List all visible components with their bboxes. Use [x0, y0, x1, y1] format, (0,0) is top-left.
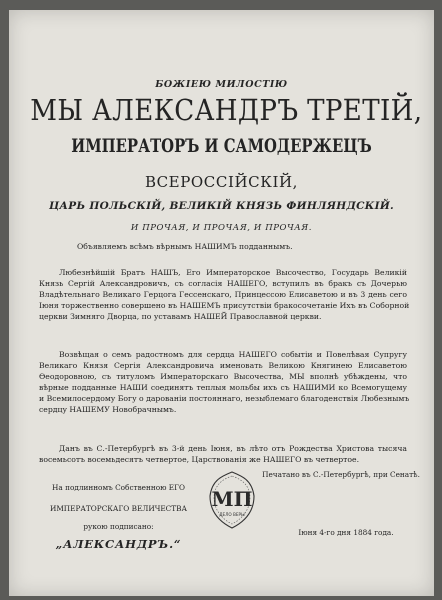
text-line: сердцу НАШЕМУ Новобрачнымъ. [39, 404, 177, 414]
seal-monogram: МП [211, 487, 253, 511]
manifesto-subtitle: ИМПЕРАТОРЪ И САМОДЕРЖЕЦЪ [71, 135, 372, 157]
text-line: церкви Зимняго Дворца, по уставамъ НАШЕЙ Православной церкви. [39, 311, 322, 321]
all-russian-title: ВСЕРОССІЙСКІЙ, [144, 173, 299, 191]
text-line: Любезнѣйшій Братъ НАШЪ, Его Императорское Высочество, Государь Великій [59, 268, 407, 277]
etc-line: И ПРОЧАЯ, И ПРОЧАЯ, И ПРОЧАЯ. [130, 223, 313, 233]
text-line: Іюня торжественно совершено въ НАШЕМЪ присутствіи бракосочетаніе Ихъ въ Соборной [39, 300, 410, 310]
printing-house-seal [206, 470, 258, 530]
text-line: Великаго Князя Сергія Александровича именовать Великою Княгинею Елисаветою [39, 360, 407, 370]
text-line: восемьсотъ восемьдесятъ четвертое, Царствованія же НАШЕГО въ четвертое. [39, 454, 360, 464]
text-line: Объявляемъ всѣмъ вѣрнымъ НАШИМЪ подданнымъ. [77, 242, 293, 251]
signature-name: „АЛЕКСАНДРЪ.“ [55, 537, 182, 551]
text-line: Ѳеодоровною, съ титуломъ Императорскаго Высочества, МЫ вполнѣ убѣждены, что [39, 371, 407, 381]
signature-note-line1: На подлинномъ Собственною ЕГО [52, 483, 185, 492]
king-line: ЦАРЬ ПОЛЬСКІЙ, ВЕЛИКІЙ КНЯЗЬ ФИНЛЯНДСКІЙ. [48, 200, 395, 212]
manifesto-page [9, 10, 434, 596]
paragraph-marriage [39, 268, 410, 323]
printed-at-note: Печатано въ С.-Петербургѣ, при Сенатѣ. [262, 470, 420, 479]
signature-note-line2: ИМПЕРАТОРСКАГО ВЕЛИЧЕСТВА [49, 504, 188, 513]
text-line: Владѣтельнаго Великаго Герцога Гессенскаго, Принцессою Елисаветою и въ 3 день сего [39, 289, 407, 299]
paragraph-announcement [39, 242, 407, 253]
paragraph-proclamation [39, 350, 410, 415]
signature-note-line3: рукою подписано: [83, 522, 154, 531]
seal-caption: ДЕЛО ВЕРЫ [219, 512, 245, 517]
print-date: Іюня 4-го дня 1884 года. [298, 528, 394, 537]
text-line: Данъ въ С.-Петербургѣ въ 3-й день Іюня, въ лѣто отъ Рождества Христова тысяча [59, 444, 407, 453]
text-line: вѣрные подданные НАШИ соединятъ теплыя мольбы ихъ съ НАШИМИ ко Всемогущему [39, 382, 407, 392]
manifesto-title: МЫ АЛЕКСАНДРЪ ТРЕТІЙ, [30, 93, 423, 127]
by-grace-heading: БОЖІЕЮ МИЛОСТІЮ [155, 79, 288, 90]
text-line: Возвѣщая о семъ радостномъ для сердца НАШЕГО событіи и Повелѣвая Супругу [59, 350, 407, 359]
text-line: и Всемилосердому Богу о дарованіи постояннаго, незыблемаго благоденствія Любезнымъ [39, 393, 410, 403]
paragraph-given [39, 444, 407, 466]
text-line: Князь Сергій Александровичъ, съ согласія НАШЕГО, вступилъ въ бракъ съ Дочерью [39, 278, 407, 288]
